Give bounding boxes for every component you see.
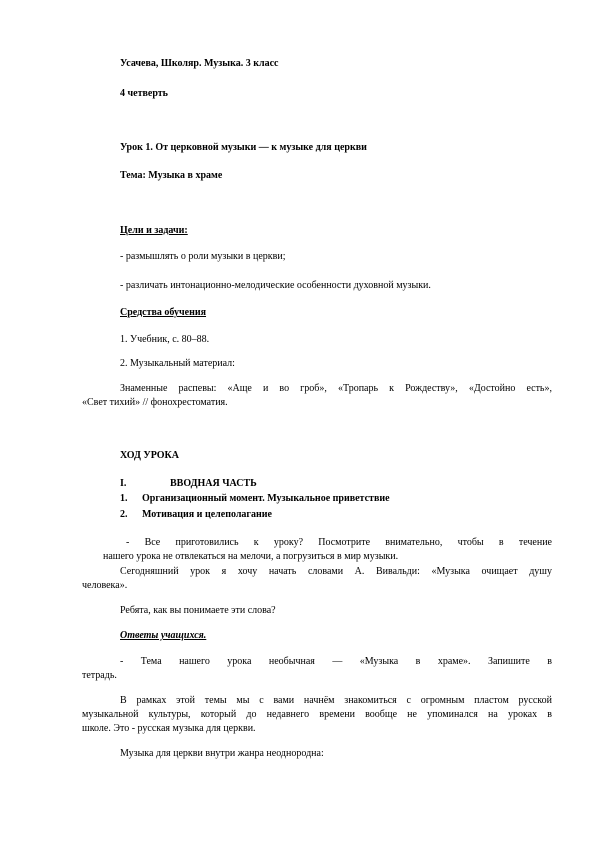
paragraph-5-line-2: тетрадь. [82,670,117,681]
goal-item-2: - различать интонационно-мелодические особенности духовной музыки. [120,280,431,291]
subitem-2 [120,509,272,521]
paragraph-6-line-3: школе. Это - русская музыка для церкви. [82,723,256,734]
paragraph-1-line-2: нашего урока не отвлекаться на мелочи, а погрузиться в мир музыки. [103,551,399,562]
means-heading: Средства обучения [120,307,207,318]
section-title: ВВОДНАЯ ЧАСТЬ [170,478,257,489]
subitem-1-number: 1. [120,493,128,504]
material-list-line-1: Знаменные распевы: «Аще и во гроб», «Тропарь к Рождеству», «Достойно есть», [120,383,552,394]
paragraph-2-line-2: человека». [82,580,128,591]
means-item-material: 2. Музыкальный материал: [120,358,235,369]
material-list-line-2: «Свет тихий» // фонохрестоматия. [82,397,228,408]
means-item-textbook: 1. Учебник, с. 80–88. [120,334,210,345]
student-answers-label: Ответы учащихся. [120,630,207,641]
goals-heading: Цели и задачи: [120,225,188,236]
paragraph-6-line-1: В рамках этой темы мы с вами начнём знакомиться с огромным пластом русской [120,695,552,706]
paragraph-1-line-1: - Все приготовились к уроку? Посмотрите внимательно, чтобы в течение [126,537,552,548]
goal-item-1: - размышлять о роли музыки в церкви; [120,251,286,262]
paragraph-2-line-1: Сегодняшний урок я хочу начать словами А. Вивальди: «Музыка очищает душу [120,566,552,577]
subitem-1-text: Организационный момент. Музыкальное приветствие [142,493,390,504]
paragraph-6-line-2: музыкальной культуры, который до недавнего времени вообще не упоминался на уроках в [82,709,552,720]
lesson-title: Урок 1. От церковной музыки — к музыке для церкви [120,142,367,153]
quarter-label: 4 четверть [120,88,168,99]
course-heading: ХОД УРОКА [120,450,180,461]
course-header: Усачева, Школяр. Музыка. 3 класс [120,58,279,69]
subitem-1 [120,493,390,505]
lesson-topic: Тема: Музыка в храме [120,170,223,181]
subitem-2-number: 2. [120,509,128,520]
section-number: I. [120,478,127,489]
paragraph-3: Ребята, как вы понимаете эти слова? [120,605,276,616]
paragraph-7: Музыка для церкви внутри жанра неоднородна: [120,748,324,759]
section-heading [120,478,257,490]
subitem-2-text: Мотивация и целеполагание [142,509,272,520]
paragraph-5-line-1: - Тема нашего урока необычная — «Музыка в храме». Запишите в [120,656,552,667]
